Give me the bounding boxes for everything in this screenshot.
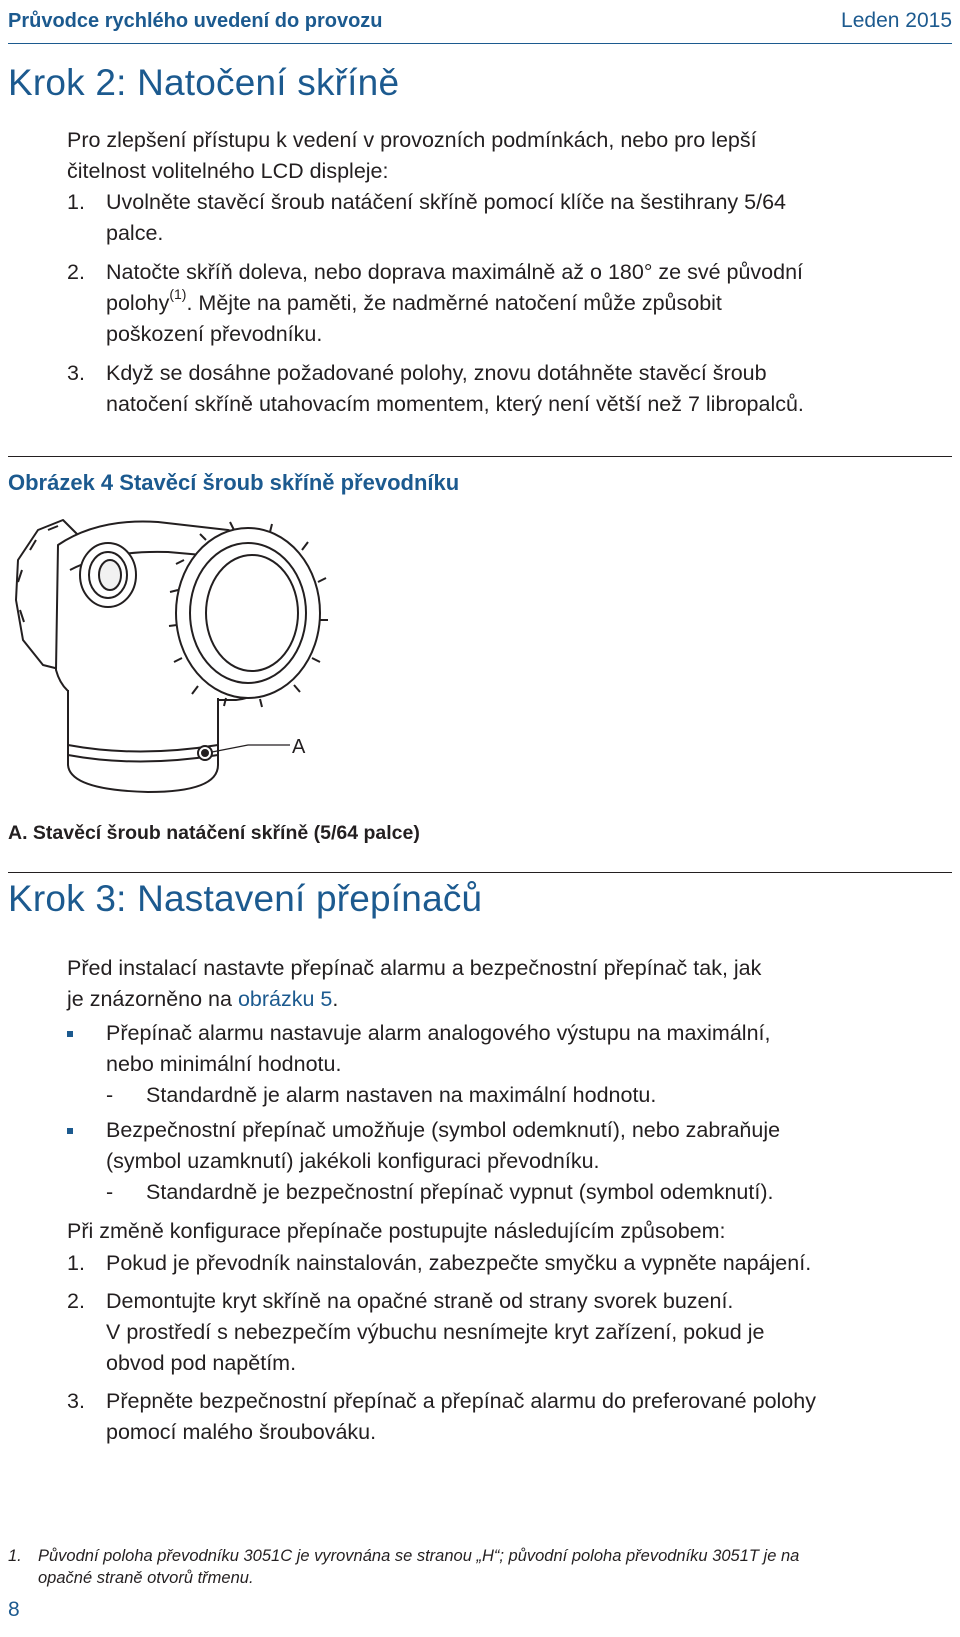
step2-item1-number: 1. (67, 190, 85, 214)
footnote-number: 1. (8, 1547, 22, 1565)
bullet1-line1: Přepínač alarmu nastavuje alarm analogového výstupu na maximální, (106, 1021, 771, 1045)
page-number: 8 (8, 1598, 20, 1621)
figure-legend: A. Stavěcí šroub natáčení skříně (5/64 palce) (8, 822, 420, 844)
step3-heading: Krok 3: Nastavení přepínačů (8, 878, 483, 919)
bullet2-line2: (symbol uzamknutí) jakékoli konfiguraci převodníku. (106, 1149, 600, 1173)
bullet2-sub-dash: - (106, 1180, 114, 1204)
bullet-square-icon (67, 1031, 73, 1037)
step2-item3-line1: Když se dosáhne požadované polohy, znovu dotáhněte stavěcí šroub (106, 361, 767, 385)
footnote-ref[interactable]: (1) (169, 285, 187, 302)
procedure-step2-line1: Demontujte kryt skříně na opačné straně od strany svorek buzení. (106, 1289, 734, 1313)
step2-item2-number: 2. (67, 260, 85, 284)
step2-item1-line1: Uvolněte stavěcí šroub natáčení skříně pomocí klíče na šestihrany 5/64 (106, 190, 787, 214)
step3-intro-line2: je znázorněno na obrázku 5. (67, 987, 339, 1011)
step2-intro-line1: Pro zlepšení přístupu k vedení v provozních podmínkách, nebo pro lepší (67, 128, 757, 152)
procedure-intro: Při změně konfigurace přepínače postupujte následujícím způsobem: (67, 1219, 726, 1243)
step2-heading: Krok 2: Natočení skříně (8, 62, 400, 103)
procedure-step2-number: 2. (67, 1289, 85, 1313)
step2-item1-line2: palce. (106, 221, 164, 245)
procedure-step1-number: 1. (67, 1251, 85, 1275)
transmitter-housing-illustration (8, 500, 338, 810)
housing-neck (68, 690, 218, 792)
procedure-step3-number: 3. (67, 1389, 85, 1413)
bullet1-sub-dash: - (106, 1083, 114, 1107)
procedure-step2-line3: obvod pod napětím. (106, 1351, 297, 1375)
step2-item2-line2: polohy$^{(1)}$. Mějte na paměti, že nadměrné natočení může způsobit (106, 285, 722, 315)
procedure-step1-line1: Pokud je převodník nainstalován, zabezpečte smyčku a vypněte napájení. (106, 1251, 812, 1275)
step2-item2-line1: Natočte skříň doleva, nebo doprava maximálně až o 180° ze své původní (106, 260, 804, 284)
header-rule (8, 43, 952, 44)
footnote-line2: opačné straně otvorů třmenu. (38, 1569, 254, 1587)
figure-caption: Obrázek 4 Stavěcí šroub skříně převodníku (8, 470, 460, 495)
step2-intro-line2: čitelnost volitelného LCD displeje: (67, 159, 389, 183)
running-header-date: Leden 2015 (841, 9, 952, 32)
bullet-square-icon (67, 1128, 73, 1134)
procedure-step3-line2: pomocí malého šroubováku. (106, 1420, 377, 1444)
footnote-line1: Původní poloha převodníku 3051C je vyrovnána se stranou „H“; původní poloha převodníku 3051T je na (38, 1547, 800, 1565)
bullet1-sub: Standardně je alarm nastaven na maximální hodnotu. (146, 1083, 657, 1107)
figure-bottom-rule (8, 872, 952, 873)
bullet1-line2: nebo minimální hodnotu. (106, 1052, 342, 1076)
bullet2-sub: Standardně je bezpečnostní přepínač vypnut (symbol odemknutí). (146, 1180, 774, 1204)
callout-leader-line (212, 745, 290, 752)
bullet2-line1: Bezpečnostní přepínač umožňuje (symbol odemknutí), nebo zabraňuje (106, 1118, 781, 1142)
procedure-step3-line1: Přepněte bezpečnostní přepínač a přepínač alarmu do preferované polohy (106, 1389, 816, 1413)
step2-item3-line2: natočení skříně utahovacím momentem, který není větší než 7 libropalců. (106, 392, 804, 416)
step3-intro-line1: Před instalací nastavte přepínač alarmu a bezpečnostní přepínač tak, jak (67, 956, 762, 980)
step2-item3-number: 3. (67, 361, 85, 385)
step2-item2-line3: poškození převodníku. (106, 322, 323, 346)
figure-top-rule (8, 456, 952, 457)
procedure-step2-line2: V prostředí s nebezpečím výbuchu nesnímejte kryt zařízení, pokud je (106, 1320, 765, 1344)
figure5-link[interactable]: obrázku 5 (237, 987, 333, 1011)
callout-label: A (292, 736, 306, 758)
running-header-title: Průvodce rychlého uvedení do provozu (8, 10, 383, 32)
